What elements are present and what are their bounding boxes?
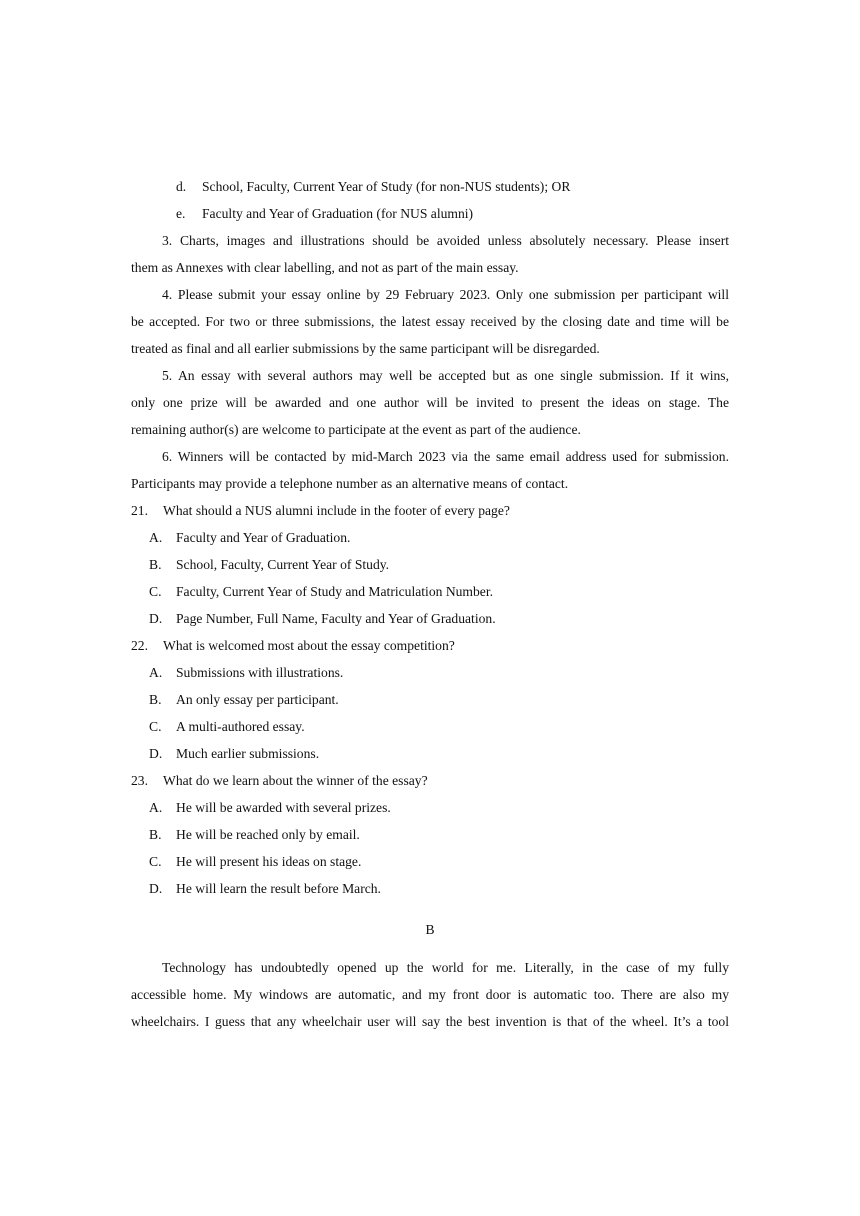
list-item-letter: e. [176, 206, 186, 221]
rule-4-line-3: treated as final and all earlier submissions by the same participant will be disregarded. [131, 341, 600, 356]
rule-6-line-1: 6. Winners will be contacted by mid-March 2023 via the same email address used for submission. [162, 449, 729, 464]
question-text: What is welcomed most about the essay competition? [163, 638, 455, 653]
option-letter: C. [149, 719, 162, 734]
question-21-option-a [149, 529, 350, 547]
question-21-option-b [149, 556, 389, 574]
question-22-option-d [149, 745, 319, 763]
rule-5-line-2: only one prize will be awarded and one author will be invited to present the ideas on stage. The [131, 395, 729, 410]
question-22-option-c [149, 718, 305, 736]
option-text: Much earlier submissions. [176, 746, 320, 761]
section-heading: B [425, 922, 435, 937]
option-letter: D. [149, 611, 163, 626]
list-item-text: School, Faculty, Current Year of Study (for non-NUS students); OR [202, 179, 571, 194]
question-number: 23. [131, 773, 148, 788]
option-text: He will be reached only by email. [176, 827, 360, 842]
option-text: Faculty and Year of Graduation. [176, 530, 351, 545]
option-letter: C. [149, 854, 162, 869]
rule-3-line-2: them as Annexes with clear labelling, and not as part of the main essay. [131, 260, 519, 275]
option-text: He will learn the result before March. [176, 881, 381, 896]
option-letter: D. [149, 881, 163, 896]
rule-4-line-2: be accepted. For two or three submissions, the latest essay received by the closing date and time will be [131, 314, 729, 329]
passage-line-1: Technology has undoubtedly opened up the world for me. Literally, in the case of my fully [162, 960, 729, 975]
rule-5-line-3: remaining author(s) are welcome to participate at the event as part of the audience. [131, 422, 581, 437]
option-letter: D. [149, 746, 163, 761]
question-23-option-d [149, 880, 381, 898]
list-item-d [176, 178, 570, 196]
question-number: 22. [131, 638, 148, 653]
option-text: A multi-authored essay. [176, 719, 305, 734]
question-22-option-b [149, 691, 339, 709]
question-22-stem [131, 637, 455, 655]
passage-line-3: wheelchairs. I guess that any wheelchair user will say the best invention is that of the wheel. It’s a tool [131, 1014, 729, 1029]
question-23-option-a [149, 799, 391, 817]
option-text: Faculty, Current Year of Study and Matriculation Number. [176, 584, 494, 599]
option-text: Page Number, Full Name, Faculty and Year of Graduation. [176, 611, 496, 626]
question-text: What do we learn about the winner of the essay? [163, 773, 428, 788]
question-23-option-b [149, 826, 360, 844]
question-number: 21. [131, 503, 148, 518]
question-23-stem [131, 772, 428, 790]
passage-line-2: accessible home. My windows are automatic, and my front door is automatic too. There are also my [131, 987, 729, 1002]
option-letter: B. [149, 557, 162, 572]
question-22-option-a [149, 664, 343, 682]
list-item-text: Faculty and Year of Graduation (for NUS alumni) [202, 206, 474, 221]
option-letter: C. [149, 584, 162, 599]
option-text: School, Faculty, Current Year of Study. [176, 557, 390, 572]
list-item-e [176, 205, 473, 223]
question-21-option-d [149, 610, 496, 628]
option-text: An only essay per participant. [176, 692, 339, 707]
question-text: What should a NUS alumni include in the footer of every page? [163, 503, 510, 518]
option-text: He will be awarded with several prizes. [176, 800, 391, 815]
question-21-option-c [149, 583, 493, 601]
option-letter: B. [149, 827, 162, 842]
list-item-letter: d. [176, 179, 187, 194]
option-text: He will present his ideas on stage. [176, 854, 362, 869]
question-21-stem [131, 502, 510, 520]
option-letter: A. [149, 800, 163, 815]
option-letter: B. [149, 692, 162, 707]
question-23-option-c [149, 853, 361, 871]
rule-3-line-1: 3. Charts, images and illustrations should be avoided unless absolutely necessary. Please insert [162, 233, 729, 248]
option-letter: A. [149, 530, 163, 545]
option-letter: A. [149, 665, 163, 680]
rule-4-line-1: 4. Please submit your essay online by 29 February 2023. Only one submission per participant will [162, 287, 729, 302]
rule-6-line-2: Participants may provide a telephone number as an alternative means of contact. [131, 476, 569, 491]
option-text: Submissions with illustrations. [176, 665, 344, 680]
rule-5-line-1: 5. An essay with several authors may well be accepted but as one single submission. If it wins, [162, 368, 729, 383]
